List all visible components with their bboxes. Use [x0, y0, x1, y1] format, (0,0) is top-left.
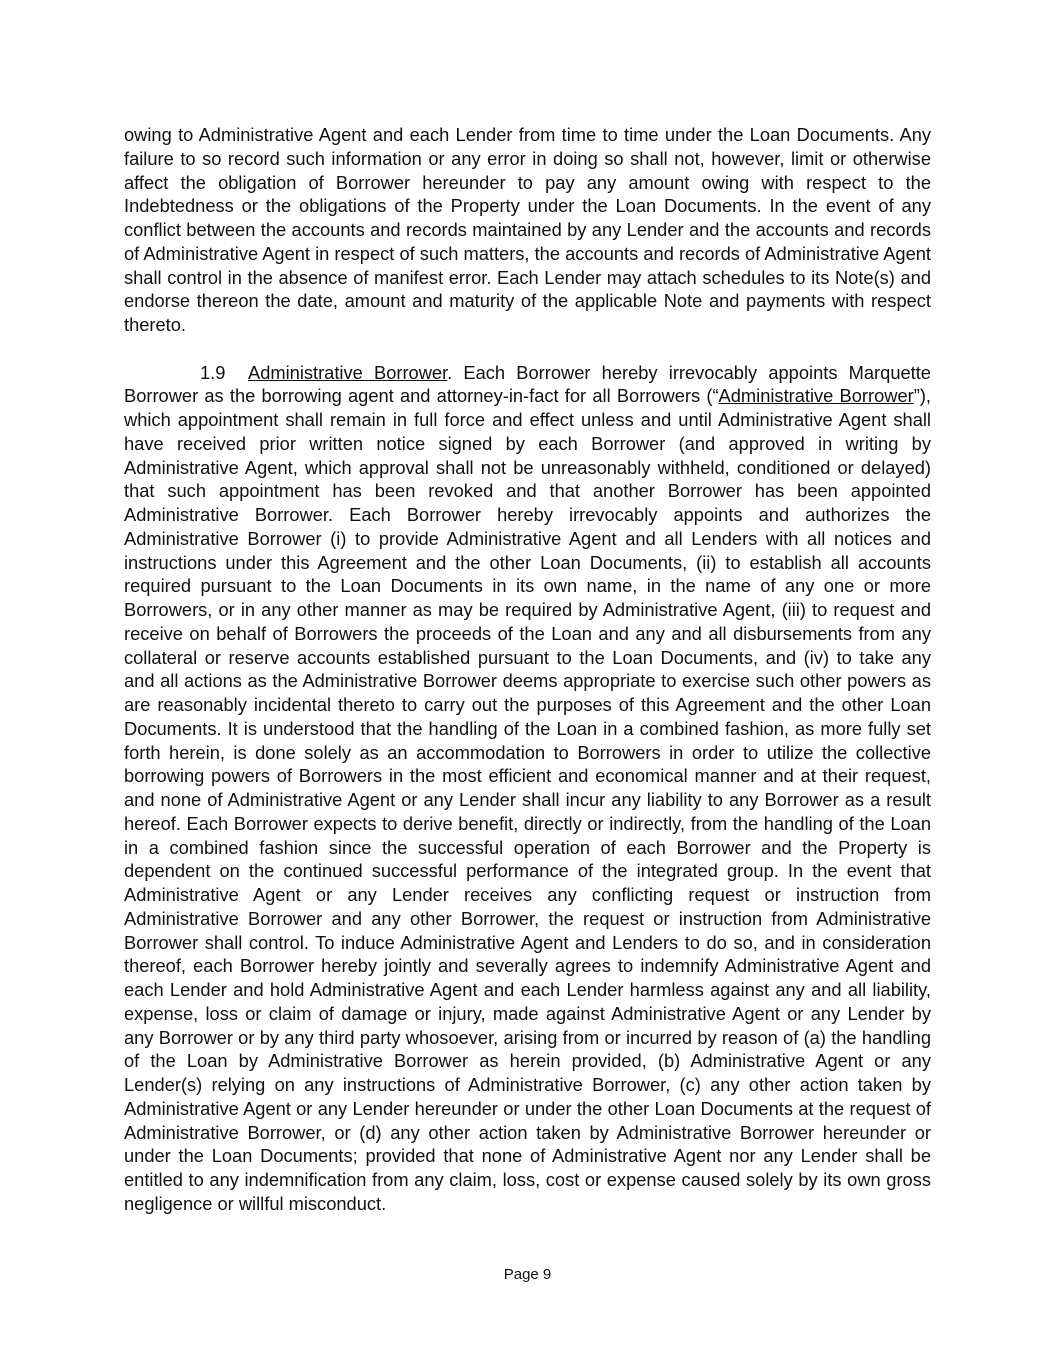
section-text-body: ”), which appointment shall remain in full force and effect unless and until Administrative Agent shall have received prior written notice signed by each Borrower (and approved in writing by Administrative Agent, which approval shall not be unreasonably withheld, conditioned or delayed) that such appointment has been revoked and that another Borrower has been appointed Administrative Borrower. Each Borrower hereby irrevocably appoints and authorizes the Administrative Borrower (i) to provide Administrative Agent and all Lenders with all notices and instructions under this Agreement and the other Loan Documents, (ii) to establish all accounts required pursuant to the Loan Documents in its own name, in the name of any one or more Borrowers, or in any other manner as may be required by Administrative Agent, (iii) to request and receive on behalf of Borrowers the proceeds of the Loan and any and all disbursements from any collateral or reserve accounts established pursuant to the Loan Documents, and (iv) to take any and all actions as the Administrative Borrower deems appropriate to exercise such other powers as are reasonably incidental thereto to carry out the purposes of this Agreement and the other Loan Documents. It is understood that the handling of the Loan in a combined fashion, as more fully set forth herein, is done solely as an accommodation to Borrowers in order to utilize the collective borrowing powers of Borrowers in the most efficient and economical manner and at their request, and none of Administrative Agent or any Lender shall incur any liability to any Borrower as a result hereof. Each Borrower expects to derive benefit, directly or indirectly, from the handling of the Loan in a combined fashion since the successful operation of each Borrower and the Property is dependent on the continued successful performance of the integrated group. In the event that Administrative Agent or any Lender receives any conflicting request or instruction from Administrative Borrower and any other Borrower, the request or instruction from Administrative Borrower shall control. To induce Administrative Agent and Lenders to do so, and in consideration thereof, each Borrower hereby jointly and severally agrees to indemnify Administrative Agent and each Lender and hold Administrative Agent and each Lender harmless against any and all liability, expense, loss or claim of damage or injury, made against Administrative Agent or any Lender by any Borrower or by any third party whosoever, arising from or incurred by reason of (a) the handling of the Loan by Administrative Borrower as herein provided, (b) Administrative Agent or any Lender(s) relying on any instructions of Administrative Borrower, (c) any other action taken by Administrative Agent or any Lender hereunder or under the other Loan Documents at the request of Administrative Borrower, or (d) any other action taken by Administrative Borrower hereunder or under the Loan Documents; provided that none of Administrative Agent nor any Lender shall be entitled to any indemnification from any claim, loss, cost or expense caused solely by its own gross negligence or willful misconduct.: [124, 385, 931, 1214]
section-1-9-paragraph: [124, 361, 931, 1216]
page-number-footer: Page 9: [503, 1266, 552, 1283]
paragraph-continuation: owing to Administrative Agent and each Lender from time to time under the Loan Documents. Any failure to so record such information or any error in doing so shall not, however, limit or otherwise affect the obligation of Borrower hereunder to pay any amount owing with respect to the Indebtedness or the obligations of the Property under the Loan Documents. In the event of any conflict between the accounts and records maintained by any Lender and the accounts and records of Administrative Agent in respect of such matters, the accounts and records of Administrative Agent shall control in the absence of manifest error. Each Lender may attach schedules to its Note(s) and endorse thereon the date, amount and maturity of the applicable Note and payments with respect thereto.: [124, 124, 931, 335]
defined-term: Administrative Borrower: [718, 385, 914, 407]
document-body: [124, 123, 931, 1216]
section-heading: Administrative Borrower: [248, 361, 448, 383]
section-number: 1.9: [200, 361, 226, 383]
section-text-intro: . Each Borrower hereby irrevocably appoints Marquette Borrower as the borrowing agent and attorney-in-fact for all Borrowers (“: [124, 361, 931, 407]
